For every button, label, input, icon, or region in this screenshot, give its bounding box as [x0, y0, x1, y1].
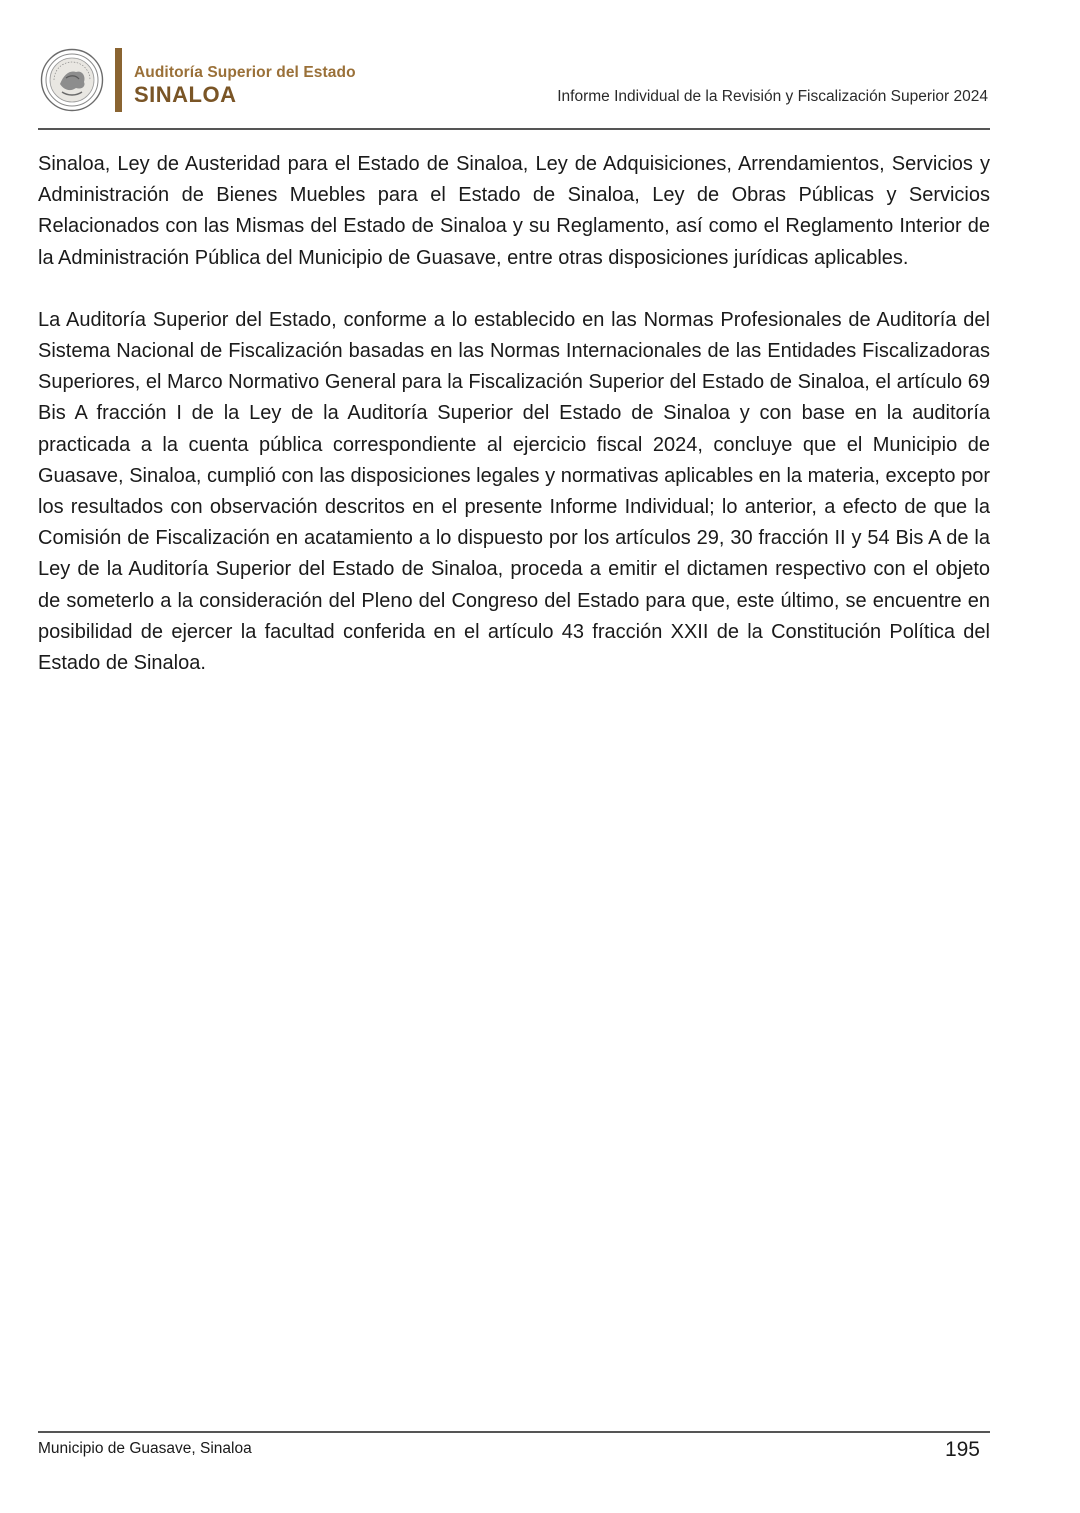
brand-bar	[115, 48, 122, 112]
header-divider	[38, 128, 990, 130]
page-header	[38, 40, 990, 130]
footer-entity: Municipio de Guasave, Sinaloa	[38, 1440, 252, 1457]
body-paragraph: La Auditoría Superior del Estado, conforme a lo establecido en las Normas Profesionales de Auditoría del Sistema Nacional de Fiscalización basadas en las Normas Internacionales de las Entidades Fiscalizadoras Superiores, el Marco Normativo General para la Fiscalización Superior del Estado de Sinaloa, el artículo 69 Bis A fracción I de la Ley de la Auditoría Superior del Estado de Sinaloa y con base en la auditoría practicada a la cuenta pública correspondiente al ejercicio fiscal 2024, concluye que el Municipio de Guasave, Sinaloa, cumplió con las disposiciones legales y normativas aplicables en la materia, excepto por los resultados con observación descritos en el presente Informe Individual; lo anterior, a efecto de que la Comisión de Fiscalización en acatamiento a lo dispuesto por los artículos 29, 30 fracción II y 54 Bis A de la Ley de la Auditoría Superior del Estado de Sinaloa, proceda a emitir el dictamen respectivo con el objeto de someterlo a la consideración del Pleno del Congreso del Estado para que, este último, se encuentre en posibilidad de ejercer la facultad conferida en el artículo 43 fracción XXII de la Constitución Política del Estado de Sinaloa.	[38, 308, 990, 675]
document-body	[38, 149, 990, 710]
report-title: Informe Individual de la Revisión y Fiscalización Superior 2024	[557, 88, 988, 105]
brand-title: SINALOA	[134, 82, 237, 107]
page-number: 195	[944, 1438, 980, 1461]
body-paragraph: Sinaloa, Ley de Austeridad para el Estado de Sinaloa, Ley de Adquisiciones, Arrendamientos, Servicios y Administración de Bienes Muebles para el Estado de Sinaloa, Ley de Obras Públicas y Servicios Relacionados con las Mismas del Estado de Sinaloa y su Reglamento, así como el Reglamento Interior de la Administración Pública del Municipio de Guasave, entre otras disposiciones jurídicas aplicables.	[38, 153, 990, 269]
brand-subtitle: Auditoría Superior del Estado	[134, 64, 356, 81]
footer-divider	[38, 1431, 990, 1433]
mexican-coat-of-arms-icon	[40, 48, 104, 112]
